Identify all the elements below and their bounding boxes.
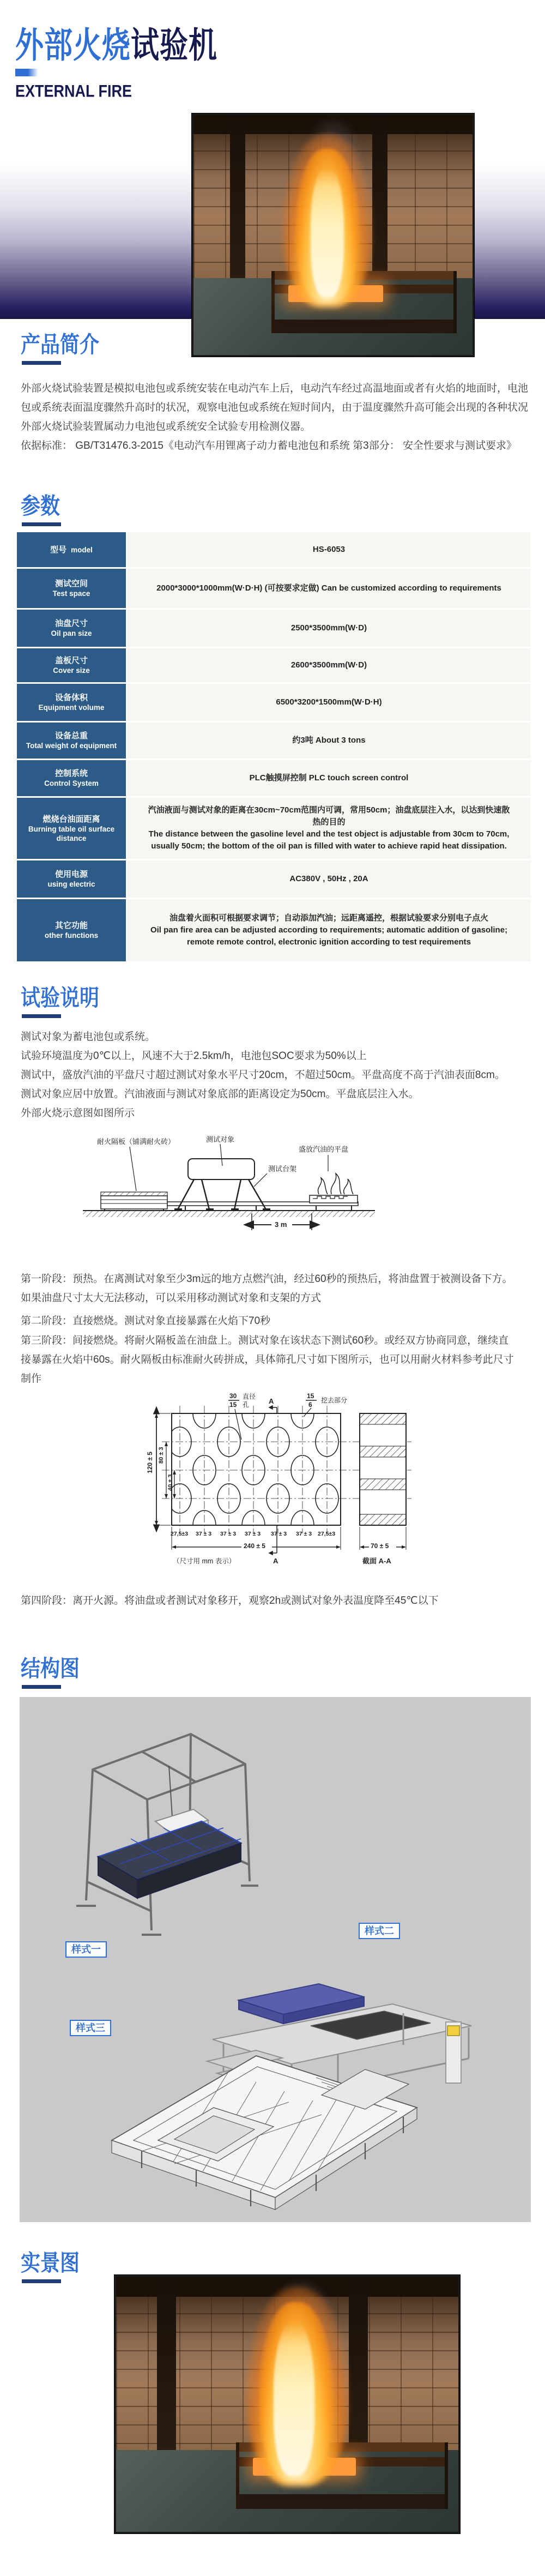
row-header-en: model bbox=[71, 545, 93, 554]
section-width-dimension bbox=[360, 1527, 406, 1550]
dim-120: 120 ± 5 bbox=[146, 1452, 154, 1473]
flame-core bbox=[311, 168, 344, 298]
row-header bbox=[17, 532, 126, 567]
dim-70: 70 ± 5 bbox=[371, 1542, 389, 1550]
a-bottom: A bbox=[273, 1557, 278, 1565]
fire-scene-image bbox=[116, 2277, 458, 2532]
row-header-zh: 使用电源 bbox=[55, 870, 88, 879]
gasoline-pan bbox=[310, 1173, 358, 1203]
section-underline bbox=[22, 1014, 61, 1018]
table-row bbox=[17, 532, 531, 567]
wall-beam bbox=[157, 2277, 176, 2455]
stage1-text bbox=[21, 1269, 513, 1308]
stage-line: 第三阶段：间接燃烧。将耐火隔板盖在油盘上。测试对象在该状态下测试60秒。或经双方协商同意，继续直 bbox=[21, 1335, 509, 1346]
page-subtitle: EXTERNAL FIRE bbox=[15, 82, 132, 101]
dim-80: 80 ± 3 bbox=[158, 1447, 165, 1464]
row-header-en: Equipment volume bbox=[38, 703, 105, 712]
section-title-real-scene: 实景图 bbox=[21, 2250, 80, 2276]
row-header-zh: 其它功能 bbox=[55, 921, 88, 930]
row-value bbox=[127, 723, 531, 759]
test-line: 试验环境温度为0℃以上，风速不大于2.5km/h，电池包SOC要求为50%以上 bbox=[21, 1050, 367, 1062]
row-header bbox=[17, 610, 126, 647]
section-title-structure: 结构图 bbox=[21, 1656, 80, 1682]
intro-line: 包或系统表面温度骤然升高时的状况，观察电池包或系统在短时间内，由于温度骤然升高可能会出现的各种状况 bbox=[21, 402, 529, 413]
section-underline bbox=[22, 522, 61, 526]
page-title-highlight: 外部火烧 bbox=[15, 26, 131, 65]
firebrick-dimension-drawing bbox=[123, 1392, 439, 1567]
dim-40: 40 ± 3 bbox=[167, 1474, 174, 1491]
section-title-params: 参数 bbox=[21, 493, 60, 519]
row-value bbox=[127, 899, 531, 961]
section-underline bbox=[22, 361, 61, 365]
row-value-line: 油盘着火面积可根据要求调节；自动添加汽油；远距离遥控，根据试验要求分别电子点火 bbox=[169, 913, 488, 923]
dim-seg: 37 ± 3 bbox=[220, 1531, 237, 1537]
row-value bbox=[127, 684, 531, 721]
dim-seg: 27,5±3 bbox=[171, 1531, 189, 1537]
row-value-line: 6500*3200*1500mm(W·D·H) bbox=[276, 697, 382, 707]
style-label-1: 样式一 bbox=[65, 1941, 107, 1958]
row-value-line: AC380V , 50Hz , 20A bbox=[289, 874, 368, 883]
row-header bbox=[17, 798, 126, 859]
row-header-en: Burning table oil surface distance bbox=[28, 824, 115, 842]
row-header-zh: 控制系统 bbox=[55, 769, 88, 778]
style-label-3: 样式三 bbox=[70, 2020, 111, 2036]
schematic-label-object: 测试对象 bbox=[206, 1135, 235, 1143]
fire-scene-image bbox=[193, 115, 473, 355]
structure-render-style3 bbox=[60, 2012, 441, 2214]
row-value bbox=[127, 798, 531, 859]
stage-line: 如果油盘尺寸太大无法移动，可以采用移动测试对象和支架的方式 bbox=[21, 1292, 322, 1304]
row-value-line: PLC触摸屏控制 PLC touch screen control bbox=[249, 773, 409, 783]
table-row bbox=[17, 798, 531, 859]
dia-word1: 直径 bbox=[243, 1393, 256, 1400]
test-desc-text bbox=[21, 1027, 505, 1123]
row-value-line: 2600*3500mm(W·D) bbox=[290, 660, 367, 670]
table-row bbox=[17, 648, 531, 682]
row-header bbox=[17, 684, 126, 721]
intro-line: 依据标准： GB/T31476.3-2015《电动汽车用锂离子动力蓄电池包和系统 第3部分： 安全性要求与测试要求》 bbox=[21, 440, 517, 452]
product-intro-text bbox=[21, 379, 528, 455]
wall-beam bbox=[230, 115, 245, 283]
row-value-line: 汽油液面与测试对象的距离在30cm~70cm范围内可调，常用50cm；油盘底层注入水，以达到快速散热的目的 bbox=[148, 805, 510, 827]
row-header bbox=[17, 760, 126, 796]
flame-core bbox=[274, 2322, 314, 2476]
structure-diagram-panel bbox=[20, 1697, 531, 2222]
row-header-zh: 燃烧台油面距离 bbox=[43, 814, 100, 824]
section-title-test-desc: 试验说明 bbox=[21, 985, 100, 1011]
table-row bbox=[17, 723, 531, 759]
schematic-label-bench: 测试台架 bbox=[268, 1165, 297, 1173]
row-value-line: 2000*3000*1000mm(W·D·H) (可按要求定做) Can be customized according to requirements bbox=[156, 583, 501, 593]
row-value bbox=[127, 532, 531, 567]
drawing-note: （尺寸用 mm 表示） bbox=[173, 1557, 236, 1565]
row-value-line: The distance between the gasoline level and the test object is adjustable from 30cm to 70cm, usually 50cm; the bottom of the oil pan is filled with water to achieve rapid heat dissipation. bbox=[148, 829, 510, 851]
row-value bbox=[127, 610, 531, 647]
leader-line bbox=[254, 1173, 267, 1187]
table-row bbox=[17, 860, 531, 898]
row-value bbox=[127, 569, 531, 608]
table-row bbox=[17, 569, 531, 608]
cut-word: 挖去部分 bbox=[321, 1397, 348, 1404]
section-label: 截面 A-A bbox=[362, 1557, 391, 1565]
fire-test-schematic bbox=[76, 1134, 382, 1238]
section-underline bbox=[22, 1685, 61, 1689]
test-line: 测试对象为蓄电池包或系统。 bbox=[21, 1031, 156, 1043]
row-value-line: HS-6053 bbox=[312, 545, 346, 554]
structure-render-style1 bbox=[60, 1718, 267, 1947]
stage3-text bbox=[21, 1331, 514, 1388]
row-value-line: Oil pan fire area can be adjusted according to requirements; automatic addition of gasoline; remote remote control, electronic ignition according to test requirements bbox=[150, 925, 508, 947]
stage-line: 制作 bbox=[21, 1373, 42, 1385]
row-header bbox=[17, 723, 126, 759]
row-header-zh: 测试空间 bbox=[55, 579, 88, 588]
stage-line: 第一阶段：预热。在离测试对象至少3m远的地方点燃汽油，经过60秒的预热后，将油盘置于被测设备下方。 bbox=[21, 1273, 513, 1285]
dim-seg: 37 ± 3 bbox=[196, 1531, 212, 1537]
row-header bbox=[17, 569, 126, 608]
dia-word2: 孔 bbox=[243, 1401, 250, 1409]
table-row bbox=[17, 899, 531, 961]
dim-seg: 37 ± 3 bbox=[271, 1531, 287, 1537]
dim-240: 240 ± 5 bbox=[244, 1542, 265, 1550]
row-header bbox=[17, 860, 126, 898]
row-header-en: using electric bbox=[47, 880, 95, 888]
dim-seg: 27,5±3 bbox=[318, 1531, 336, 1537]
parameter-table bbox=[17, 532, 531, 963]
wall-beam bbox=[372, 115, 387, 283]
row-value bbox=[127, 648, 531, 682]
intro-line: 外部火烧试验装置属动力电池包或系统安全试验专用检测仪器。 bbox=[21, 421, 311, 432]
real-scene-fire-photo bbox=[114, 2275, 460, 2533]
stage2-text: 第二阶段：直接燃烧。测试对象直接暴露在火焰下70秒 bbox=[21, 1315, 271, 1327]
cut-top: 15 bbox=[307, 1392, 314, 1400]
bottom-dimensions bbox=[171, 1531, 335, 1537]
dim-seg: 37 ± 3 bbox=[296, 1531, 312, 1537]
table-row bbox=[17, 684, 531, 721]
a-top: A bbox=[269, 1397, 274, 1405]
dim-seg: 37 ± 3 bbox=[245, 1531, 261, 1537]
row-header-en: Total weight of equipment bbox=[26, 742, 117, 750]
row-value-line: 2500*3500mm(W·D) bbox=[290, 623, 367, 633]
row-header-en: Test space bbox=[52, 589, 90, 598]
table-row bbox=[17, 610, 531, 647]
row-header bbox=[17, 648, 126, 682]
row-value bbox=[127, 760, 531, 796]
test-line: 外部火烧示意图如图所示 bbox=[21, 1108, 135, 1119]
row-header-zh: 型号 bbox=[50, 545, 67, 555]
wall-beam bbox=[349, 2277, 368, 2455]
row-header-zh: 盖板尺寸 bbox=[55, 656, 88, 665]
stage4-text: 第四阶段：离开火源。将油盘或者测试对象移开，观察2h或测试对象外表温度降至45℃以下 bbox=[21, 1595, 439, 1606]
row-header-zh: 设备总重 bbox=[55, 731, 88, 741]
row-header-zh: 设备体积 bbox=[55, 693, 88, 702]
title-accent-bar bbox=[15, 69, 38, 76]
cut-bot: 6 bbox=[308, 1401, 312, 1409]
style-label-2: 样式二 bbox=[359, 1923, 400, 1939]
section-title-product-intro: 产品简介 bbox=[21, 332, 100, 358]
refractory-platform bbox=[101, 1192, 167, 1211]
dia-top: 30 bbox=[229, 1392, 237, 1400]
test-line: 测试中，盛放汽油的平盘尺寸超过测试对象水平尺寸20cm，不超过50cm。平盘高度不高于汽油表面8cm。 bbox=[21, 1069, 505, 1081]
page-title bbox=[15, 16, 217, 68]
table-row bbox=[17, 760, 531, 796]
intro-line: 外部火烧试验装置是模拟电池包或系统安装在电动汽车上后，电动汽车经过高温地面或者有火焰的地面时，电池 bbox=[21, 383, 529, 394]
leader-line bbox=[130, 1147, 136, 1191]
schematic-label-refractory: 耐火隔板（铺满耐火砖） bbox=[97, 1137, 175, 1146]
row-header-en: other functions bbox=[44, 931, 99, 940]
dim-3m-text: 3 m bbox=[275, 1220, 287, 1229]
page-title-rest: 试验机 bbox=[131, 26, 218, 65]
hero-fire-photo bbox=[192, 113, 474, 357]
row-header-zh: 油盘尺寸 bbox=[55, 619, 88, 628]
row-header-en: Oil pan size bbox=[51, 629, 92, 637]
test-line: 测试对象应居中放置。汽油液面与测试对象底部的距离设定为50cm。平盘底层注入水。 bbox=[21, 1088, 419, 1100]
row-header-en: Cover size bbox=[53, 666, 90, 675]
ground-hatch bbox=[83, 1211, 375, 1217]
row-value bbox=[127, 860, 531, 898]
stage-line: 接暴露在火焰中60s。耐火隔板由标准耐火砖拼成，具体筛孔尺寸如下图所示，也可以用耐火材料参考此尺寸 bbox=[21, 1354, 514, 1365]
schematic-label-pan: 盛放汽油的平盘 bbox=[299, 1145, 349, 1153]
row-header-en: Control System bbox=[44, 779, 99, 787]
brick-section-view bbox=[360, 1413, 406, 1525]
dia-bot: 15 bbox=[229, 1401, 237, 1409]
row-header bbox=[17, 899, 126, 961]
section-underline bbox=[22, 2279, 61, 2283]
row-value-line: 约3吨 About 3 tons bbox=[292, 736, 366, 745]
